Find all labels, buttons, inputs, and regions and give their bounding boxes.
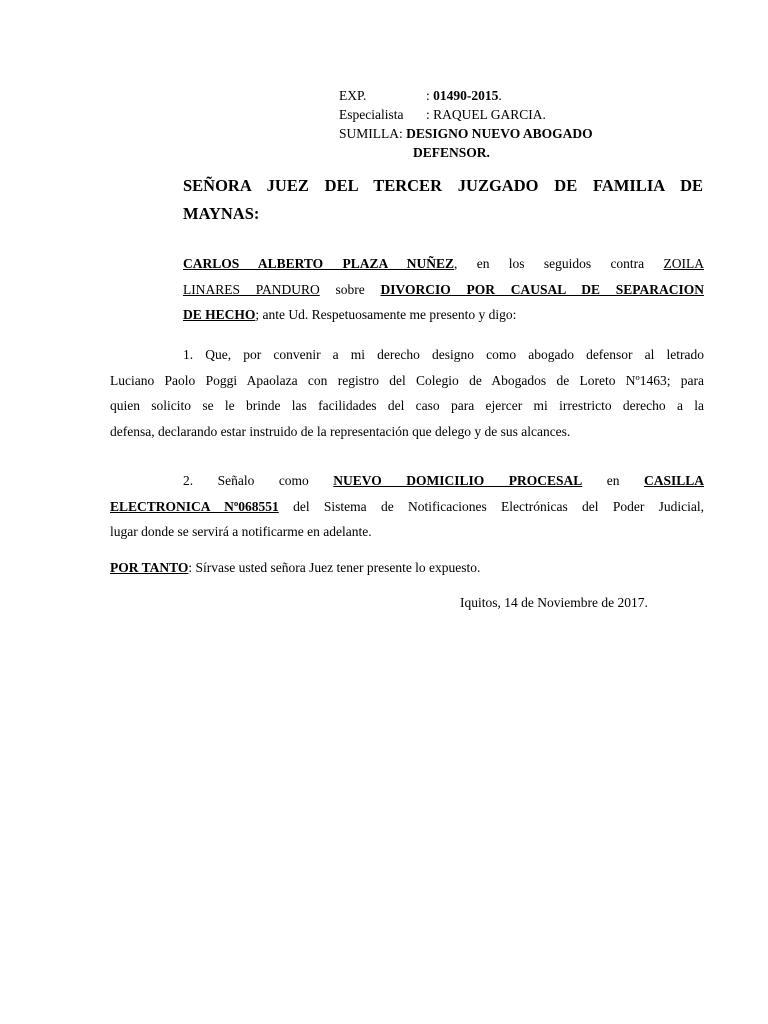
matter-1: DIVORCIO POR CAUSAL DE SEPARACION	[380, 281, 704, 297]
intro-line-3	[183, 302, 704, 328]
point-2-text-2: en	[582, 473, 644, 488]
petitioner-name: CARLOS ALBERTO PLAZA NUÑEZ	[183, 256, 455, 271]
exp-row	[339, 86, 593, 105]
point-1-line-1: 1. Que, por convenir a mi derecho designo como abogado defensor al letrado	[183, 347, 704, 362]
point-2-text-3: del Sistema de Notificaciones Electrónicas del Poder Judicial,	[278, 498, 704, 514]
intro-paragraph	[183, 251, 704, 328]
sumilla-value: DESIGNO NUEVO ABOGADO	[406, 126, 593, 141]
especialista-value: RAQUEL GARCIA.	[433, 107, 546, 122]
title-line-2: MAYNAS:	[183, 204, 260, 223]
intro-text-2: sobre	[319, 281, 381, 297]
intro-line-1	[183, 251, 704, 277]
point-2-paragraph	[110, 468, 704, 545]
sumilla-row	[339, 124, 593, 143]
exp-value: 01490-2015	[433, 88, 499, 103]
point-1-paragraph	[110, 342, 704, 444]
place-date: Iquitos, 14 de Noviembre de 2017.	[460, 595, 648, 610]
case-header	[339, 86, 593, 162]
point-2-line-3: lugar donde se servirá a notificarme en adelante.	[110, 524, 372, 539]
especialista-label: Especialista	[339, 107, 404, 122]
point-1-line-2: Luciano Paolo Poggi Apaolaza con registro del Colegio de Abogados de Loreto Nº1463; para	[110, 372, 704, 388]
point-2-line-2	[110, 494, 704, 520]
casilla-1: CASILLA	[643, 473, 704, 488]
sumilla-row-2	[339, 143, 593, 162]
casilla-2: ELECTRONICA Nº068551	[110, 498, 279, 514]
opposing-party-1: ZOILA	[663, 256, 704, 271]
point-1-line-3: quien solicito se le brinde las facilidades del caso para ejercer mi irrestricto derecho a la	[110, 398, 704, 413]
title-line-1: SEÑORA JUEZ DEL TERCER JUZGADO DE FAMILIA DE	[183, 176, 703, 195]
point-2-line-1	[110, 468, 704, 494]
point-2-text-1: 2. Señalo como	[183, 473, 334, 488]
sumilla-value-continued: DEFENSOR.	[413, 145, 490, 160]
sumilla-label: SUMILLA:	[339, 126, 403, 141]
addressee-title	[183, 172, 703, 228]
exp-label: EXP.	[339, 88, 367, 103]
point-1-line-4: defensa, declarando estar instruido de la representación que delego y de sus alcances.	[110, 423, 571, 439]
por-tanto-label: POR TANTO	[110, 560, 189, 575]
especialista-separator: :	[426, 107, 430, 122]
opposing-party-2: LINARES PANDURO	[183, 281, 320, 297]
por-tanto-line	[110, 555, 704, 581]
especialista-row	[339, 105, 593, 124]
intro-text-3: ; ante Ud. Respetuosamente me presento y digo:	[255, 307, 517, 322]
exp-separator: :	[426, 88, 430, 103]
intro-line-2	[183, 277, 704, 303]
domicilio-procesal: NUEVO DOMICILIO PROCESAL	[333, 473, 583, 488]
intro-text-1: , en los seguidos contra	[454, 256, 664, 271]
por-tanto-paragraph	[110, 555, 704, 581]
matter-2: DE HECHO	[183, 307, 256, 322]
exp-end: .	[498, 88, 502, 103]
por-tanto-text: : Sírvase usted señora Juez tener presente lo expuesto.	[188, 560, 481, 575]
